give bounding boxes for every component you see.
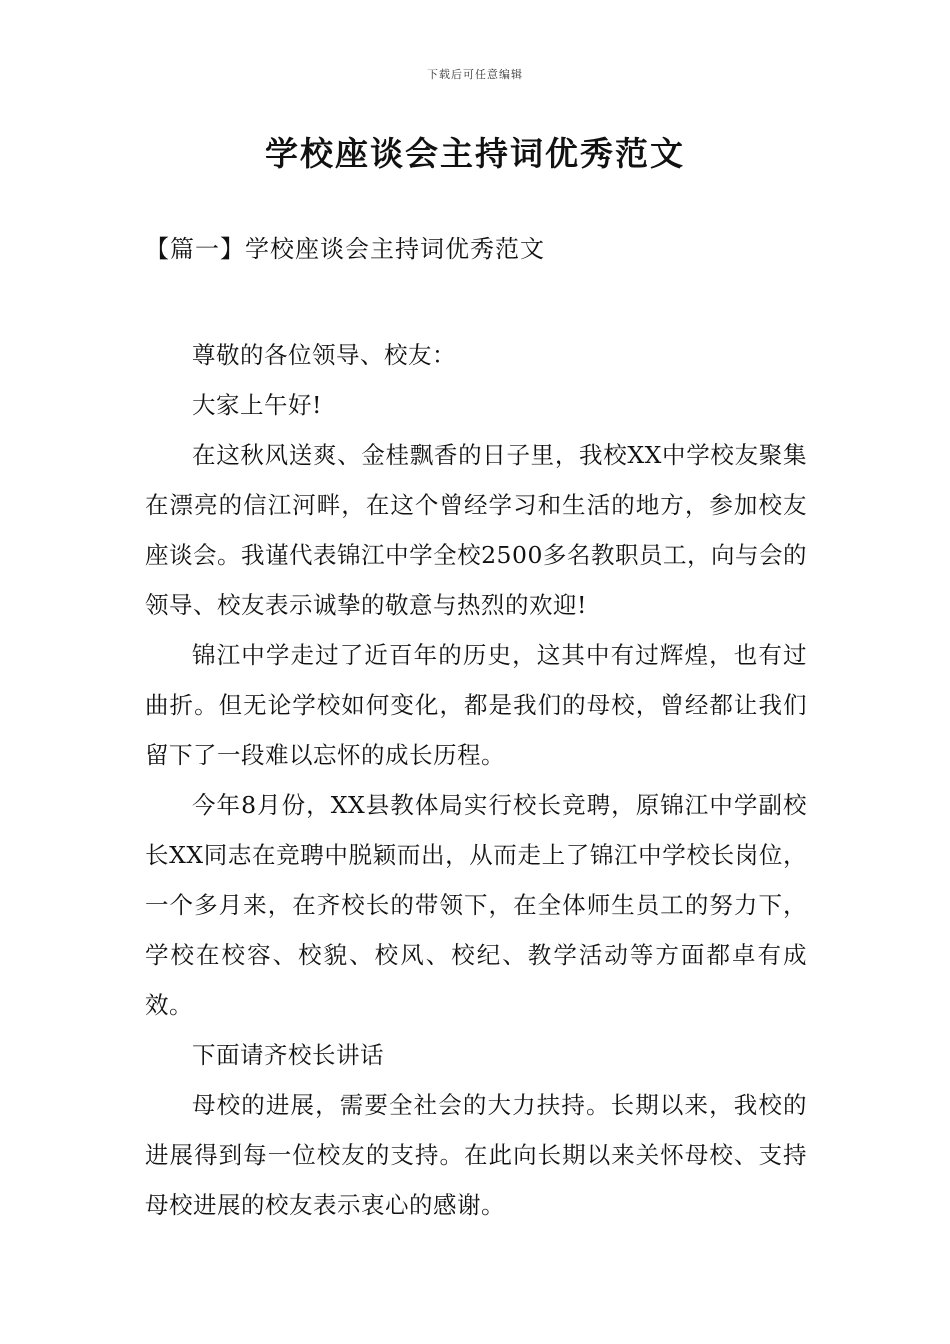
paragraph: 下面请齐校长讲话 [192, 1041, 384, 1069]
paragraph: 母校的进展，需要全社会的大力扶持。长期以来，我校的进展得到每一位校友的支持。在此向长期以来关怀母校、支持母校进展的校友表示衷心的感谢。 [145, 1091, 807, 1219]
document-title: 学校座谈会主持词优秀范文 [265, 134, 685, 173]
document-body [145, 330, 807, 1230]
paragraph: 今年8月份，XX县教体局实行校长竞聘，原锦江中学副校长XX同志在竞聘中脱颖而出，从而走上了锦江中学校长岗位，一个多月来，在齐校长的带领下，在全体师生员工的努力下，学校在校容、校貌、校风、校纪、教学活动等方面都卓有成效。 [145, 791, 807, 1019]
paragraph-salutation: 大家上午好! [192, 391, 322, 419]
header-note: 下载后可任意编辑 [427, 68, 523, 81]
section-heading: 【篇一】学校座谈会主持词优秀范文 [145, 235, 545, 263]
paragraph: 锦江中学走过了近百年的历史，这其中有过辉煌，也有过曲折。但无论学校如何变化，都是我们的母校，曾经都让我们留下了一段难以忘怀的成长历程。 [145, 641, 807, 769]
paragraph-greeting: 尊敬的各位领导、校友： [192, 341, 456, 369]
paragraph: 在这秋风送爽、金桂飘香的日子里，我校XX中学校友聚集在漂亮的信江河畔，在这个曾经学习和生活的地方，参加校友座谈会。我谨代表锦江中学全校2500多名教职员工，向与会的领导、校友表示诚挚的敬意与热烈的欢迎! [145, 441, 807, 619]
